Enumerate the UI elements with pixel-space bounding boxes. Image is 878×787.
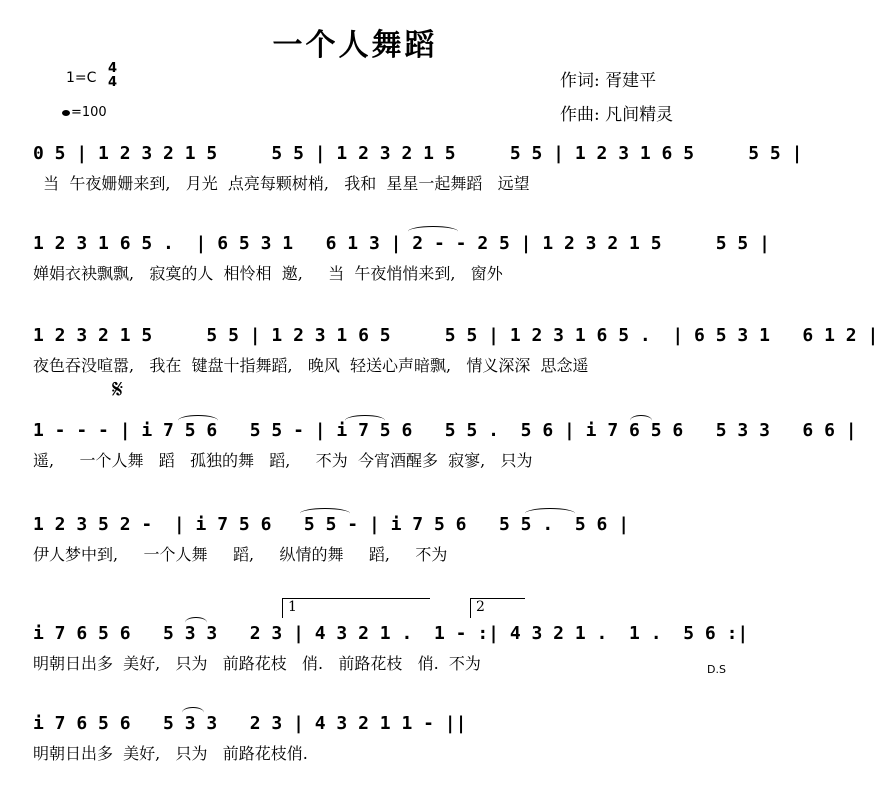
tie-slur — [630, 415, 652, 426]
lyrics-line: 伊人梦中到, 一个人舞 蹈, 纵情的舞 蹈, 不为 — [33, 545, 448, 564]
time-signature-top: 4 — [108, 61, 118, 76]
notation-line: 1 - - - | i 7 5 6 5 5 - | i 7 5 6 5 5 . 5 6 | i 7 6 5 6 5 3 3 6 6 | — [33, 420, 857, 441]
dal-segno-marking: D.S — [707, 663, 726, 676]
score-line-4 — [33, 419, 857, 473]
score-line-7 — [33, 712, 738, 766]
time-signature-bottom: 4 — [108, 75, 118, 90]
song-title: 一个人舞蹈 — [272, 28, 438, 63]
key-signature: 1=C — [66, 70, 97, 86]
tempo-marking — [62, 105, 107, 120]
notation-line: 1 2 3 1 6 5 . | 6 5 3 1 6 1 3 | 2 - - 2 5 | 1 2 3 2 1 5 5 5 | — [33, 233, 770, 254]
lyrics-line: 明朝日出多 美好, 只为 前路花枝 俏. 前路花枝 俏. 不为 — [33, 654, 481, 673]
notation-line: 1 2 3 5 2 - | i 7 5 6 5 5 - | i 7 5 6 5 5 . 5 6 | — [33, 514, 630, 535]
lyrics-line: 明朝日出多 美好, 只为 前路花枝俏. — [33, 744, 308, 763]
score-line-5 — [33, 513, 738, 567]
notation-line: i 7 6 5 6 5 3 3 2 3 | 4 3 2 1 . 1 - :| 4 3 2 1 . 1 . 5 6 :| — [33, 623, 749, 644]
second-ending-bracket: 2 — [470, 598, 525, 618]
tie-slur — [408, 226, 458, 237]
tie-slur — [178, 415, 218, 426]
notation-line: 0 5 | 1 2 3 2 1 5 5 5 | 1 2 3 2 1 5 5 5 | 1 2 3 1 6 5 5 5 | — [33, 143, 803, 164]
notation-line: 1 2 3 2 1 5 5 5 | 1 2 3 1 6 5 5 5 | 1 2 3 1 6 5 . | 6 5 3 1 6 1 2 | — [33, 325, 878, 346]
lyrics-line: 遥, 一个人舞 蹈 孤独的舞 蹈, 不为 今宵酒醒多 寂寥, 只为 — [33, 451, 533, 470]
tie-slur — [300, 508, 350, 519]
lyrics-line: 当 午夜姗姗来到, 月光 点亮每颗树梢, 我和 星星一起舞蹈 远望 — [33, 174, 530, 193]
time-signature — [108, 62, 117, 90]
score-line-3 — [33, 324, 878, 378]
score-line-2 — [33, 232, 770, 286]
tempo-value: =100 — [71, 105, 107, 120]
segno-icon: 𝄋 — [112, 375, 124, 405]
first-ending-bracket: 1 — [282, 598, 430, 618]
score-line-6 — [33, 622, 749, 676]
lyrics-line: 夜色吞没喧嚣, 我在 键盘十指舞蹈, 晚风 轻送心声暗飘, 情义深深 思念遥 — [33, 356, 589, 375]
tie-slur — [525, 508, 575, 519]
quarter-note-icon — [62, 110, 70, 116]
tie-slur — [185, 617, 207, 628]
tie-slur — [345, 415, 385, 426]
score-line-1 — [33, 142, 803, 196]
notation-line: i 7 6 5 6 5 3 3 2 3 | 4 3 2 1 1 - || — [33, 713, 467, 734]
tie-slur — [182, 707, 204, 718]
lyricist-credit: 作词: 胥建平 — [560, 71, 657, 91]
composer-credit: 作曲: 凡间精灵 — [560, 105, 674, 125]
lyrics-line: 婵娟衣袂飘飘, 寂寞的人 相怜相 邀, 当 午夜悄悄来到, 窗外 — [33, 264, 503, 283]
